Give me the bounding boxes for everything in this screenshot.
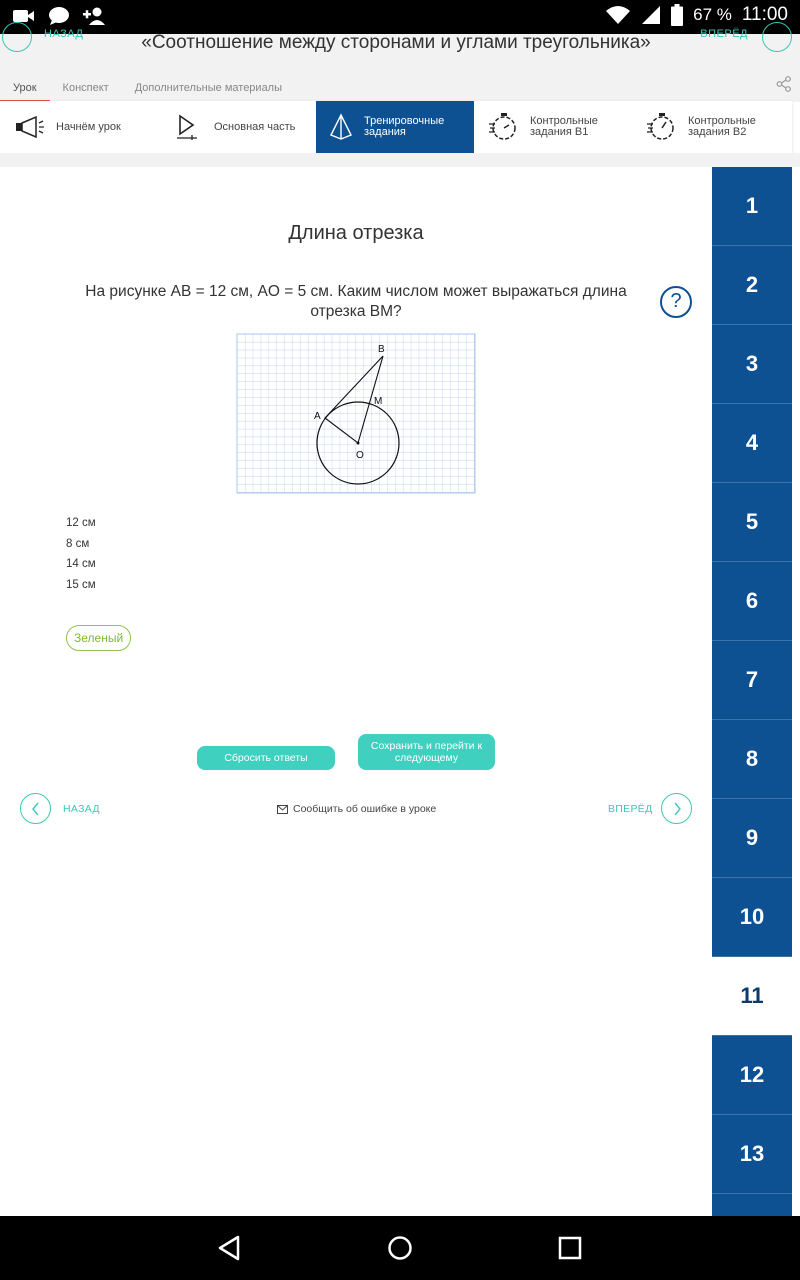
question-number-2[interactable]: 2 <box>712 246 792 325</box>
report-error-link[interactable] <box>277 803 436 815</box>
save-and-next-button[interactable]: Сохранить и перейти к следующему <box>358 734 495 770</box>
answer-option[interactable]: 14 см <box>66 558 96 570</box>
divider <box>0 153 800 167</box>
point-o-label: O <box>356 450 364 461</box>
question-number-10[interactable]: 10 <box>712 878 792 957</box>
report-error-label: Сообщить об ошибке в уроке <box>293 803 437 815</box>
page-title: «Соотношение между сторонами и углами треугольника» <box>141 32 651 53</box>
reset-answers-button[interactable]: Сбросить ответы <box>197 746 335 770</box>
back-button[interactable] <box>20 793 51 824</box>
status-bar <box>0 0 800 34</box>
question-number-12[interactable]: 12 <box>712 1036 792 1115</box>
question-text: На рисунке AB = 12 см, AO = 5 см. Каким числом может выражаться длина отрезка BM? <box>85 283 627 320</box>
point-m-label: M <box>374 396 383 407</box>
chevron-left-icon <box>31 802 41 816</box>
section-control-b2[interactable] <box>632 101 792 153</box>
chat-icon <box>48 6 70 26</box>
help-button[interactable]: ? <box>660 286 692 318</box>
battery-icon <box>671 4 683 26</box>
question-number-3[interactable]: 3 <box>712 325 792 404</box>
signal-icon <box>641 5 661 25</box>
point-a-label: A <box>314 411 321 422</box>
envelope-icon <box>277 805 288 814</box>
answer-option[interactable]: 8 см <box>66 537 90 550</box>
section-training-tasks[interactable] <box>316 101 474 153</box>
question-number-6[interactable]: 6 <box>712 562 792 641</box>
section-label: Тренировочные задания <box>364 115 445 138</box>
task-title: Длина отрезка <box>288 222 424 244</box>
share-icon[interactable] <box>776 76 792 92</box>
geometry-figure <box>237 334 475 493</box>
tab-summary[interactable]: Конспект <box>62 82 109 94</box>
point-b-label: B <box>378 344 385 355</box>
back-triangle-icon[interactable] <box>216 1234 244 1262</box>
back-link[interactable]: НАЗАД <box>63 803 100 815</box>
section-label: Основная часть <box>214 120 296 133</box>
top-forward-label[interactable]: ВПЕРЁД <box>700 28 748 40</box>
question-number-5[interactable]: 5 <box>712 483 792 562</box>
android-nav-bar <box>0 1216 800 1280</box>
home-circle-icon[interactable] <box>386 1234 414 1262</box>
play-icon <box>170 112 204 142</box>
top-nav <box>0 28 800 58</box>
chevron-right-icon <box>672 802 682 816</box>
section-start-lesson[interactable] <box>0 101 158 153</box>
tab-lesson[interactable]: Урок <box>0 80 50 102</box>
section-label: Контрольные задания В1 <box>530 115 598 138</box>
question-number-4[interactable]: 4 <box>712 404 792 483</box>
section-main-part[interactable] <box>158 101 316 153</box>
stopwatch-icon <box>644 112 678 142</box>
question-number-panel <box>712 167 792 1216</box>
question-number-1[interactable]: 1 <box>712 167 792 246</box>
lesson-tabs <box>0 80 295 102</box>
section-label: Начнём урок <box>56 120 121 133</box>
question-number-13[interactable]: 13 <box>712 1115 792 1194</box>
answer-option[interactable]: 12 см <box>66 517 96 529</box>
top-back-label[interactable]: НАЗАД <box>44 28 84 40</box>
tab-extra-materials[interactable]: Дополнительные материалы <box>134 82 283 94</box>
section-control-b1[interactable] <box>474 101 632 153</box>
add-person-icon <box>82 6 108 26</box>
megaphone-icon <box>12 112 46 142</box>
answer-option[interactable]: 15 см <box>66 578 96 591</box>
difficulty-badge: Зеленый <box>66 625 131 651</box>
recents-square-icon[interactable] <box>556 1234 584 1262</box>
wifi-icon <box>605 5 631 25</box>
battery-level: 67 % <box>693 5 732 24</box>
forward-link[interactable]: ВПЕРЁД <box>608 803 653 815</box>
question-number-8[interactable]: 8 <box>712 720 792 799</box>
question-number-7[interactable]: 7 <box>712 641 792 720</box>
bottom-nav <box>0 793 712 825</box>
pyramid-icon <box>324 112 358 142</box>
stopwatch-icon <box>486 112 520 142</box>
question-number-11[interactable]: 11 <box>712 957 792 1036</box>
forward-button[interactable] <box>661 793 692 824</box>
lesson-header <box>0 28 800 102</box>
top-forward-button[interactable] <box>762 22 792 52</box>
question-number-9[interactable]: 9 <box>712 799 792 878</box>
clock: 11:00 <box>741 4 788 25</box>
section-nav <box>0 101 792 153</box>
answer-list <box>66 516 96 598</box>
section-label: Контрольные задания В2 <box>688 115 756 138</box>
